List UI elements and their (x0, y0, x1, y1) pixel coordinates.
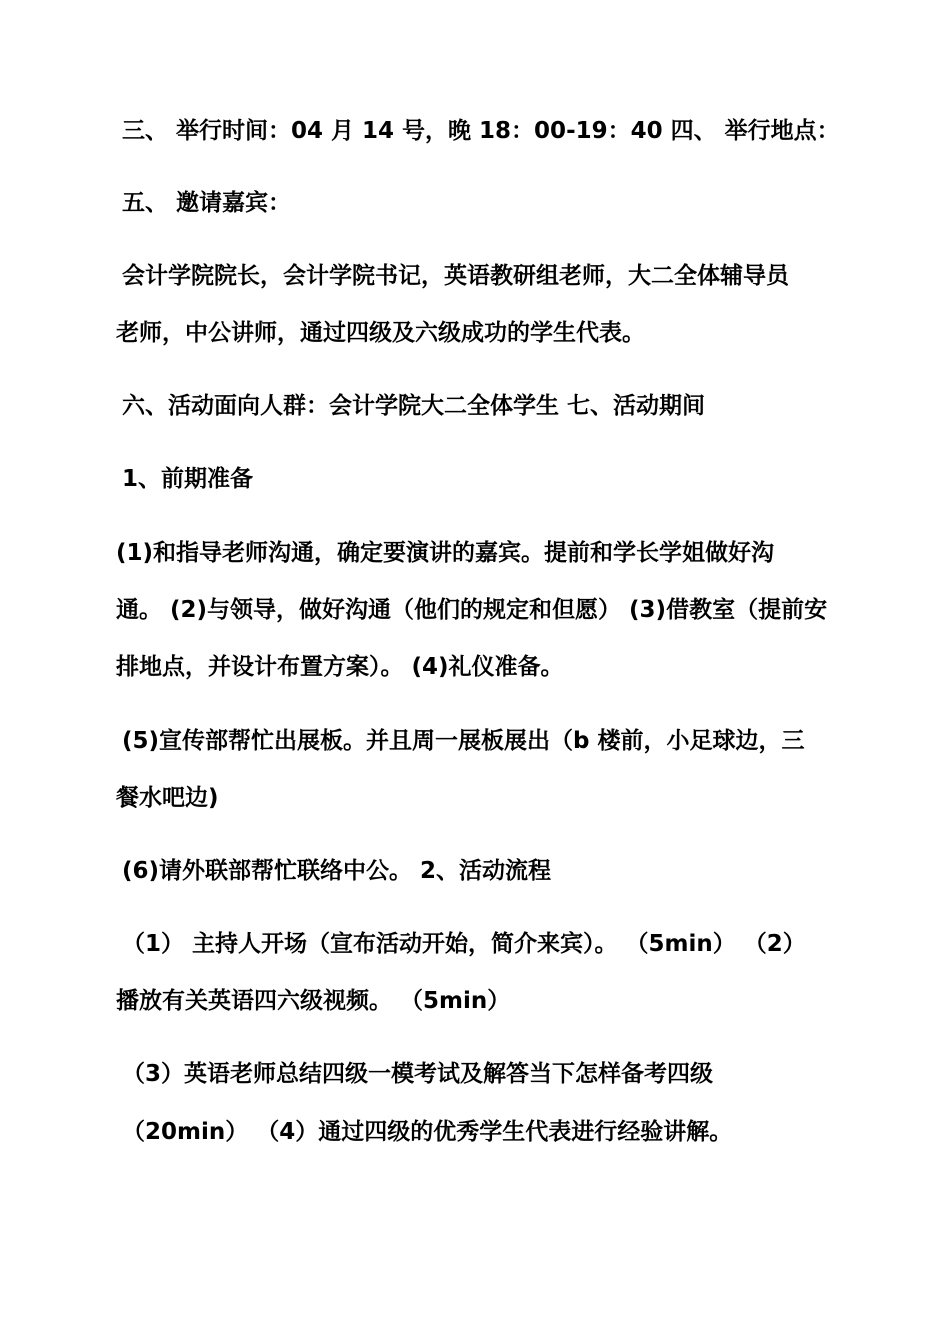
line-prep-4: (5)宣传部帮忙出展板。并且周一展板展出（b 楼前，小足球边，三 (122, 728, 805, 754)
line-prep-2: 通。 (2)与领导，做好沟通（他们的规定和但愿） (3)借教室（提前安 (116, 597, 828, 623)
line-prep-6: (6)请外联部帮忙联络中公。 2、活动流程 (122, 858, 552, 884)
line-flow-3: （3）英语老师总结四级一模考试及解答当下怎样备考四级 (122, 1061, 714, 1087)
line-audience: 六、活动面向人群：会计学院大二全体学生 七、活动期间 (122, 393, 706, 419)
line-guests-list-1: 会计学院院长，会计学院书记，英语教研组老师，大二全体辅导员 (122, 263, 789, 289)
line-prep-3: 排地点，并设计布置方案）。 (4)礼仪准备。 (116, 654, 564, 680)
line-prep-1: (1)和指导老师沟通，确定要演讲的嘉宾。提前和学长学姐做好沟 (116, 540, 775, 566)
line-flow-2: 播放有关英语四六级视频。 （5min） (116, 988, 511, 1014)
line-flow-1: （1） 主持人开场（宣布活动开始，简介来宾）。 （5min） （2） (122, 931, 806, 957)
line-preparation-heading: 1、前期准备 (122, 466, 254, 492)
line-flow-4: （20min） （4）通过四级的优秀学生代表进行经验讲解。 (122, 1119, 733, 1145)
line-time-location: 三、 举行时间：04 月 14 号，晚 18：00-19：40 四、 举行地点： (122, 118, 840, 144)
line-guests-list-2: 老师，中公讲师，通过四级及六级成功的学生代表。 (116, 320, 645, 346)
line-prep-5: 餐水吧边) (116, 785, 219, 811)
line-guests-heading: 五、 邀请嘉宾： (122, 190, 292, 216)
